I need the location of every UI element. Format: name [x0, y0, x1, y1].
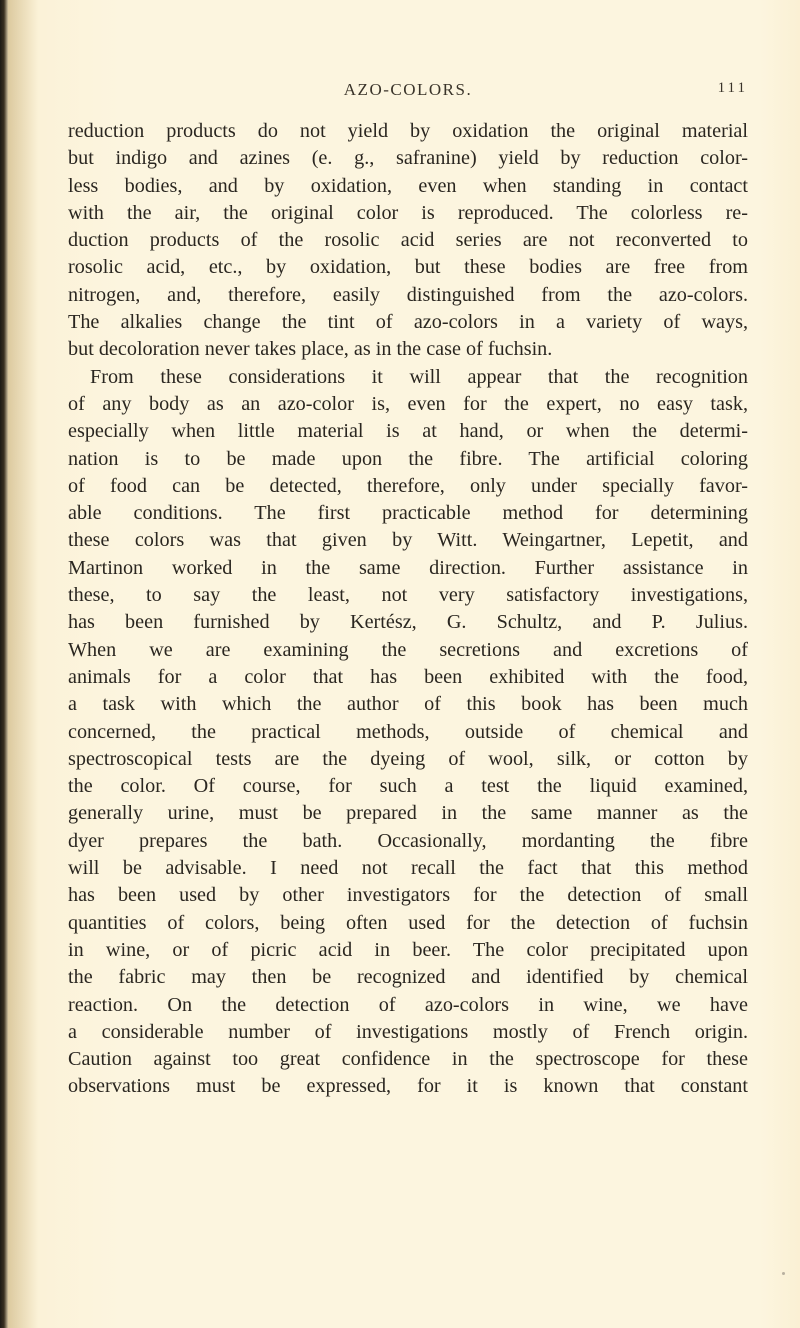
text-line: dyer prepares the bath. Occasionally, mordanting the fibre	[68, 829, 748, 852]
text-line: the fabric may then be recognized and identified by chemical	[68, 966, 748, 989]
text-line: able conditions. The first practicable method for determining	[68, 502, 748, 525]
book-binding-edge	[0, 0, 8, 1328]
text-line: quantities of colors, being often used for the detection of fuchsin	[68, 911, 748, 934]
page-gutter-shadow	[8, 0, 38, 1328]
paper-speck	[782, 1272, 785, 1275]
text-line: spectroscopical tests are the dyeing of wool, silk, or cotton by	[68, 747, 748, 770]
text-line: generally urine, must be prepared in the same manner as the	[68, 802, 748, 825]
body-text	[68, 118, 748, 1101]
text-line: nation is to be made upon the fibre. The artificial coloring	[68, 447, 748, 470]
text-line: with the air, the original color is reproduced. The colorless re-	[68, 201, 748, 224]
page-header-title: AZO-COLORS.	[343, 80, 473, 99]
text-line: reduction products do not yield by oxidation the original material	[68, 120, 748, 142]
text-line: less bodies, and by oxidation, even when standing in contact	[68, 174, 748, 197]
text-line: a considerable number of investigations mostly of French origin.	[68, 1020, 748, 1043]
text-line: duction products of the rosolic acid series are not reconverted to	[68, 229, 748, 252]
text-line: The alkalies change the tint of azo-colors in a variety of ways,	[68, 311, 748, 334]
text-line: these colors was that given by Witt. Weingartner, Lepetit, and	[68, 529, 748, 552]
text-line: Caution against too great confidence in the spectroscope for these	[68, 1048, 748, 1071]
text-line: reaction. On the detection of azo-colors in wine, we have	[68, 993, 748, 1016]
text-line: animals for a color that has been exhibited with the food,	[68, 665, 748, 688]
text-line: will be advisable. I need not recall the fact that this method	[68, 857, 748, 880]
text-line: in wine, or of picric acid in beer. The color precipitated upon	[68, 938, 748, 961]
text-line: of food can be detected, therefore, only under specially favor-	[68, 474, 748, 497]
page-number: 111	[717, 80, 748, 96]
text-line: nitrogen, and, therefore, easily distinguished from the azo-colors.	[68, 283, 748, 306]
paragraph-start-line: From these considerations it will appear that the recognition	[90, 365, 748, 388]
text-line: of any body as an azo-color is, even for the expert, no easy task,	[68, 392, 748, 415]
text-line: has been used by other investigators for the detection of small	[68, 884, 748, 907]
text-line: concerned, the practical methods, outside of chemical and	[68, 720, 748, 743]
running-head	[68, 80, 748, 106]
text-line: has been furnished by Kertész, G. Schultz, and P. Julius.	[68, 611, 748, 634]
text-line: When we are examining the secretions and excretions of	[68, 638, 748, 661]
text-line: Martinon worked in the same direction. Further assistance in	[68, 556, 748, 579]
text-line: observations must be expressed, for it is known that constant	[68, 1075, 748, 1098]
text-line: especially when little material is at hand, or when the determi-	[68, 420, 748, 443]
text-line: a task with which the author of this book has been much	[68, 693, 748, 716]
text-line: these, to say the least, not very satisfactory investigations,	[68, 584, 748, 607]
text-line: the color. Of course, for such a test the liquid examined,	[68, 775, 748, 798]
text-line: but decoloration never takes place, as in the case of fuchsin.	[68, 338, 553, 361]
text-line: rosolic acid, etc., by oxidation, but these bodies are free from	[68, 256, 748, 279]
text-line: but indigo and azines (e. g., safranine) yield by reduction color-	[68, 147, 748, 170]
